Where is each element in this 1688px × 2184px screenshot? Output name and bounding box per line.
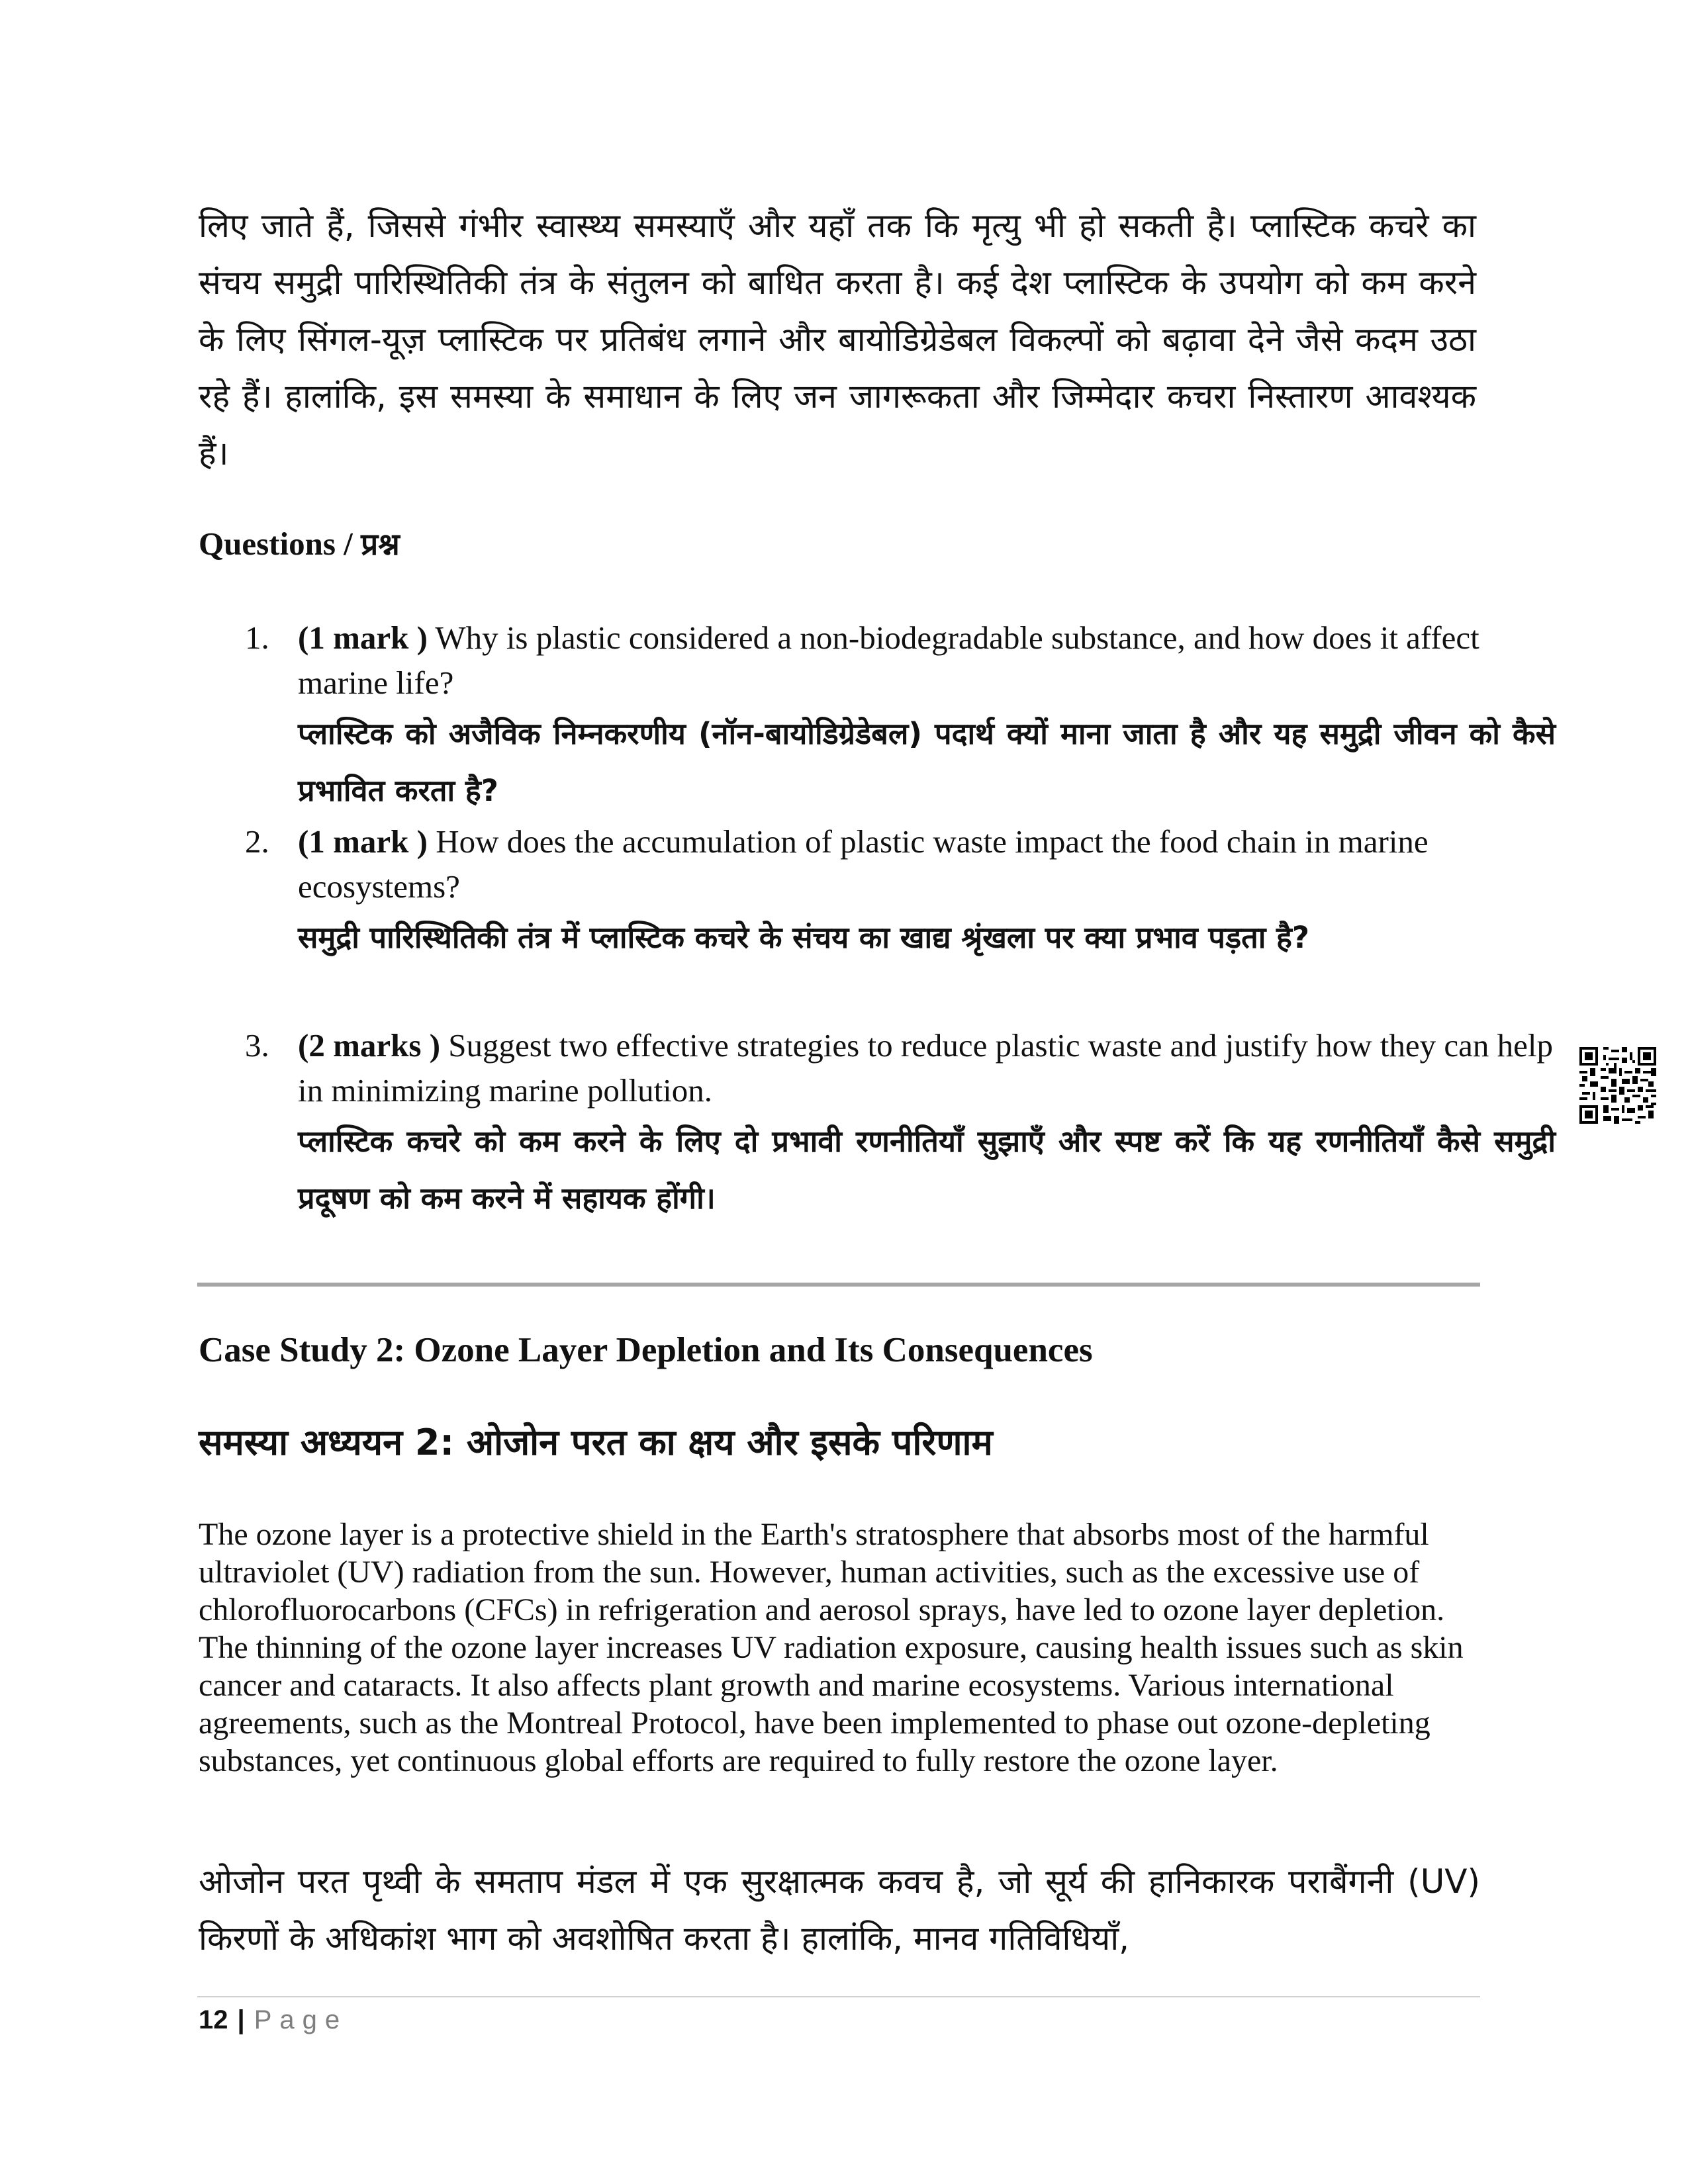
- section-divider: [197, 1283, 1480, 1287]
- question-number: 2.: [245, 823, 269, 860]
- questions-heading-en: Questions /: [199, 525, 361, 562]
- question-text-hi: प्लास्टिक कचरे को कम करने के लिए दो प्रभावी रणनीतियाँ सुझाएँ और स्पष्ट करें कि यह रणनीतियाँ कैसे समुद्री प्रदूषण को कम करने में सहायक होंगी।: [298, 1124, 1556, 1216]
- questions-heading: [199, 523, 400, 564]
- question-text-en: [298, 1023, 1556, 1113]
- question-item: [245, 1023, 1556, 1227]
- question-number: 1.: [245, 619, 269, 656]
- footer-separator: |: [237, 2005, 245, 2034]
- question-marks: (1 mark ): [298, 619, 428, 656]
- footer-rule: [197, 1996, 1480, 1997]
- question-item: [245, 819, 1556, 966]
- qr-code-icon[interactable]: [1579, 1047, 1656, 1124]
- ozone-paragraph-hi: ओजोन परत पृथ्वी के समताप मंडल में एक सुरक्षात्मक कवच है, जो सूर्य की हानिकारक पराबैंगनी (UV) किरणों के अधिकांश भाग को अवशोषित करता है। हालांकि, मानव गतिविधियाँ,: [199, 1862, 1480, 1958]
- continuation-paragraph: लिए जाते हैं, जिससे गंभीर स्वास्थ्य समस्याएँ और यहाँ तक कि मृत्यु भी हो सकती है। प्लास्टिक कचरे का संचय समुद्री पारिस्थितिकी तंत्र के संतुलन को बाधित करता है। कई देश प्लास्टिक के उपयोग को कम करने के लिए सिंगल-यूज़ प्लास्टिक पर प्रतिबंध लगाने और बायोडिग्रेडेबल विकल्पों को बढ़ावा देने जैसे कदम उठा रहे हैं। हालांकि, इस समस्या के समाधान के लिए जन जागरूकता और जिम्मेदार कचरा निस्तारण आवश्यक हैं।: [199, 206, 1476, 473]
- question-item: [245, 615, 1556, 819]
- question-body-en: Why is plastic considered a non-biodegradable substance, and how does it affect marine life?: [298, 619, 1479, 701]
- page-footer: [199, 2005, 348, 2035]
- question-body-en: How does the accumulation of plastic waste impact the food chain in marine ecosystems?: [298, 823, 1429, 905]
- question-text-en: [298, 819, 1556, 909]
- questions-heading-hi: प्रश्न: [361, 526, 400, 562]
- page-label: Page: [254, 2005, 348, 2034]
- question-text-en: [298, 615, 1556, 705]
- question-text-hi: प्लास्टिक को अजैविक निम्नकरणीय (नॉन-बायोडिग्रेडेबल) पदार्थ क्यों माना जाता है और यह समुद्री जीवन को कैसे प्रभावित करता है?: [298, 716, 1556, 808]
- page-number: 12: [199, 2005, 228, 2034]
- question-text-hi: समुद्री पारिस्थितिकी तंत्र में प्लास्टिक कचरे के संचय का खाद्य श्रृंखला पर क्या प्रभाव पड़ता है?: [298, 920, 1310, 955]
- question-marks: (1 mark ): [298, 823, 428, 860]
- case-study-title-hi: समस्या अध्ययन 2: ओजोन परत का क्षय और इसके परिणाम: [199, 1422, 993, 1463]
- case-study-title-en: Case Study 2: Ozone Layer Depletion and Its Consequences: [199, 1331, 1093, 1369]
- ozone-paragraph-en: The ozone layer is a protective shield in the Earth's stratosphere that absorbs most of the harmful ultraviolet (UV) radiation from the sun. However, human activities, such as the excessive use of chlorofluorocarbons (CFCs) in refrigeration and aerosol sprays, have led to ozone layer depletion. The thinning of the ozone layer increases UV radiation exposure, causing health issues such as skin cancer and cataracts. It also affects plant growth and marine ecosystems. Various international agreements, such as the Montreal Protocol, have been implemented to phase out ozone-depleting substances, yet continuous global efforts are required to fully restore the ozone layer.: [199, 1517, 1464, 1778]
- question-marks: (2 marks ): [298, 1027, 441, 1064]
- question-number: 3.: [245, 1027, 269, 1064]
- question-body-en: Suggest two effective strategies to reduce plastic waste and justify how they can help in minimizing marine pollution.: [298, 1027, 1553, 1109]
